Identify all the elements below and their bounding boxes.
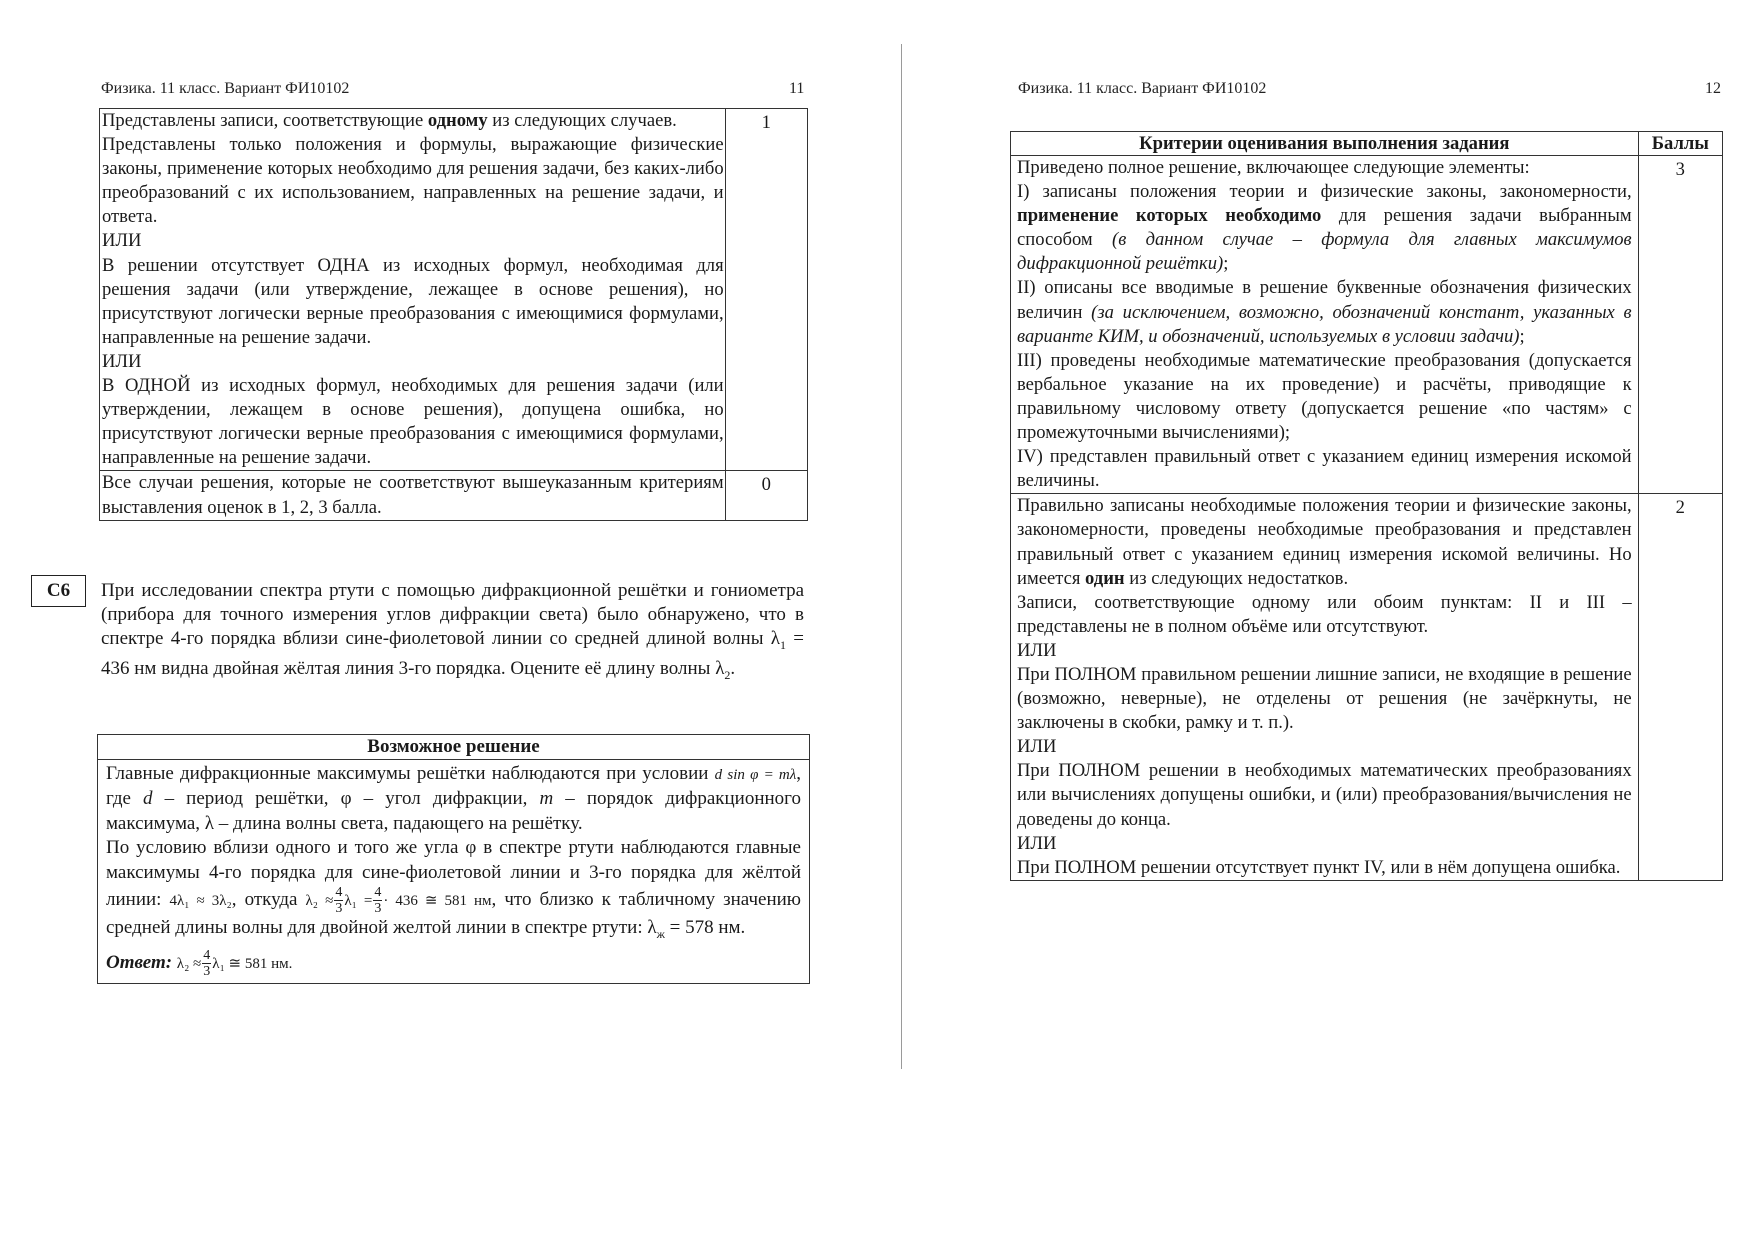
criteria-header-row	[1011, 132, 1723, 156]
criteria-row-3	[1011, 156, 1723, 494]
sol-l2: По условию вблизи одного и того же угла φ в спектре ртути наблюдаются главные максимумы 4-го порядка для сине-фиолетовой линии и 3-го порядка для жёлтой линии:	[106, 837, 801, 910]
criteria-1-case-b: В решении отсутствует ОДНА из исходных формул, необходимая для решения задачи (или утверждение, лежащее в основе решения), но присутствуют логически верные преобразования с имеющимися формулами, направленные на решение задачи.	[102, 254, 724, 348]
task-statement	[101, 579, 804, 687]
criteria-text-1	[100, 109, 726, 471]
criteria-column-header: Критерии оценивания выполнения задания	[1011, 132, 1639, 156]
page-number-right: 12	[1705, 80, 1721, 97]
solution-paragraph-1	[106, 762, 801, 836]
answer-label: Ответ:	[106, 952, 173, 974]
sol-l1-e: – порядок дифракционного максимума, λ – длина волны света, падающего на решётку.	[106, 788, 802, 834]
item-i-bold: применение которых необходимо	[1017, 205, 1322, 227]
criteria-2-or-2: ИЛИ	[1017, 736, 1057, 758]
criteria-score-3: 3	[1638, 156, 1722, 494]
item-i-e: ;	[1223, 253, 1229, 275]
criteria-2-case-a: Записи, соответствующие одному или обоим пунктам: II и III – представлены не в полном объёме или отсутствуют.	[1017, 591, 1632, 637]
sol-formula-result: · 436 ≅ 581 нм	[383, 892, 492, 909]
solution-table	[97, 734, 810, 984]
criteria-text-2	[1011, 494, 1639, 881]
criteria-text-3	[1011, 156, 1639, 494]
criteria-3-item-iv: IV) представлен правильный ответ с указанием единиц измерения искомой величины.	[1017, 446, 1632, 492]
criteria-1-case-c: В ОДНОЙ из исходных формул, необходимых для решения задачи (или утверждении, лежащем в основе решения), допущена ошибка, но присутствуют логически верные преобразования с имеющимися формулами, направленные на решение задачи.	[102, 375, 724, 469]
fraction-4-3-b	[373, 885, 382, 916]
task-sub-1: 1	[780, 638, 786, 653]
sol-l2-tail: = 578 нм.	[664, 917, 746, 939]
sol-l2-end: , что близко к табличному значению средней длины волны для двойной желтой линии в спектре ртути: λ	[106, 888, 801, 939]
criteria-3-intro: Приведено полное решение, включающее следующие элементы:	[1017, 157, 1530, 178]
sol-l2-mid: , откуда	[231, 888, 306, 910]
solution-paragraph-2	[106, 836, 801, 946]
criteria-row-0	[100, 471, 808, 520]
frac-den: 3	[374, 901, 382, 917]
sol-formula-lambda1: λ₁ =	[344, 892, 373, 909]
task-label: С6	[31, 575, 86, 607]
solution-body	[98, 760, 810, 984]
criteria-score-1: 1	[725, 109, 807, 471]
item-i-italic: (в данном случае – формула для главных максимумов дифракционной решётки)	[1017, 229, 1632, 275]
criteria-1-or-2: ИЛИ	[102, 350, 142, 372]
criteria-3-item-i	[1017, 180, 1632, 276]
solution-answer	[106, 948, 801, 979]
criteria-row-1	[100, 109, 808, 471]
fraction-4-3-answer	[202, 948, 211, 979]
solution-title: Возможное решение	[98, 735, 810, 760]
item-i-c: для решения задачи выбранным способом	[1017, 205, 1632, 251]
task-text-part-3: .	[730, 658, 736, 680]
criteria-2-case-d: При ПОЛНОМ решении отсутствует пункт IV, или в нём допущена ошибка.	[1017, 856, 1621, 878]
item-ii-italic: (за исключением, возможно, обозначений констант, указанных в варианте КИМ, и обозначений, используемых в условии задачи)	[1017, 301, 1632, 347]
criteria-1-or-1: ИЛИ	[102, 230, 142, 252]
criteria-score-2: 2	[1638, 494, 1722, 881]
criteria-table-right	[1010, 131, 1723, 881]
sol-l1-c: – период решётки, φ – угол дифракции,	[152, 788, 540, 810]
sol-var-d: d	[143, 788, 153, 810]
criteria-text-0: Все случаи решения, которые не соответствуют вышеуказанным критериям выставления оценок в 1, 2, 3 балла.	[100, 471, 726, 520]
frac-den: 3	[335, 901, 343, 917]
criteria-2-intro	[1017, 494, 1632, 590]
criteria-2-case-b: При ПОЛНОМ правильном решении лишние записи, не входящие в решение (возможно, неверные), не отделены от решения (не зачёркнуты, не заключены в скобки, рамку и т. п.).	[1017, 663, 1632, 734]
sol-formula-ratio: 4λ₁ ≈ 3λ₂	[169, 892, 232, 909]
sol-l1-a: Главные дифракционные максимумы решётки наблюдаются при условии	[106, 763, 715, 784]
frac-den: 3	[203, 964, 211, 980]
task-text-part-1: При исследовании спектра ртути с помощью дифракционной решётки и гониометра (прибора для точного измерения углов дифракции света) было обнаружено, что в спектре 4-го порядка вблизи сине-фиолетовой линии со средней длиной волны λ	[101, 580, 804, 650]
criteria-1-intro-end: из следующих случаев.	[487, 110, 677, 131]
points-column-header: Баллы	[1638, 132, 1722, 156]
item-ii-c: ;	[1519, 325, 1525, 347]
sol-sub-zh: ж	[656, 926, 665, 941]
page-number-left: 11	[789, 80, 805, 97]
item-ii-a: II) описаны все вводимые в решение буквенные обозначения физических величин	[1017, 277, 1632, 323]
criteria-2-case-c: При ПОЛНОМ решении в необходимых математических преобразованиях или вычислениях допущены ошибки, и (или) преобразования/вычисления не доведены до конца.	[1017, 760, 1632, 830]
row2-intro-bold: один	[1085, 567, 1125, 589]
row2-intro-a: Правильно записаны необходимые положения теории и физические законы, закономерности, проведены необходимые преобразования и представлен правильный ответ с указанием единиц измерения искомой величины. Но имеется	[1017, 495, 1632, 589]
task-sub-2: 2	[724, 668, 731, 683]
criteria-score-0: 0	[725, 471, 807, 520]
criteria-3-item-iii: III) проведены необходимые математические преобразования (допускается вербальное указание на их проведение) и расчёты, приводящие к правильному числовому ответу (допускается решение «по частям» с промежуточными вычислениями);	[1017, 349, 1632, 444]
page-divider	[901, 44, 902, 1069]
criteria-table-left	[99, 108, 808, 521]
frac-num: 4	[335, 885, 343, 901]
answer-formula-b: λ₁ ≅ 581 нм.	[212, 956, 293, 973]
sol-l1-b: , где	[106, 763, 801, 810]
page-header-right: Физика. 11 класс. Вариант ФИ10102	[1018, 80, 1267, 97]
criteria-2-or-1: ИЛИ	[1017, 639, 1057, 661]
criteria-row-2	[1011, 494, 1723, 881]
sol-var-m: m	[539, 788, 554, 810]
row2-intro-c: из следующих недостатков.	[1124, 567, 1349, 589]
sol-formula-lambda2: λ₂ ≈	[305, 892, 334, 909]
criteria-1-case-a: Представлены только положения и формулы, выражающие физические законы, применение которых необходимо для решения задачи, без каких-либо преобразований с их использованием, направленных на решение задачи, и ответа.	[102, 134, 724, 228]
criteria-2-or-3: ИЛИ	[1017, 832, 1057, 854]
page-header-left: Физика. 11 класс. Вариант ФИ10102	[101, 80, 350, 97]
fraction-4-3-a	[334, 885, 343, 916]
frac-num: 4	[374, 885, 382, 901]
criteria-1-intro: Представлены записи, соответствующие	[102, 110, 428, 131]
task-text-part-2: = 436 нм видна двойная жёлтая линия 3-го порядка. Оцените её длину волны λ	[101, 628, 805, 680]
criteria-1-bold: одному	[427, 110, 488, 131]
item-i-a: I) записаны положения теории и физические законы, закономерности,	[1017, 181, 1632, 203]
criteria-3-item-ii	[1017, 276, 1632, 348]
frac-num: 4	[203, 948, 211, 964]
sol-formula-grating: d sin φ = mλ	[714, 767, 797, 783]
answer-formula-a: λ₂ ≈	[176, 956, 202, 973]
